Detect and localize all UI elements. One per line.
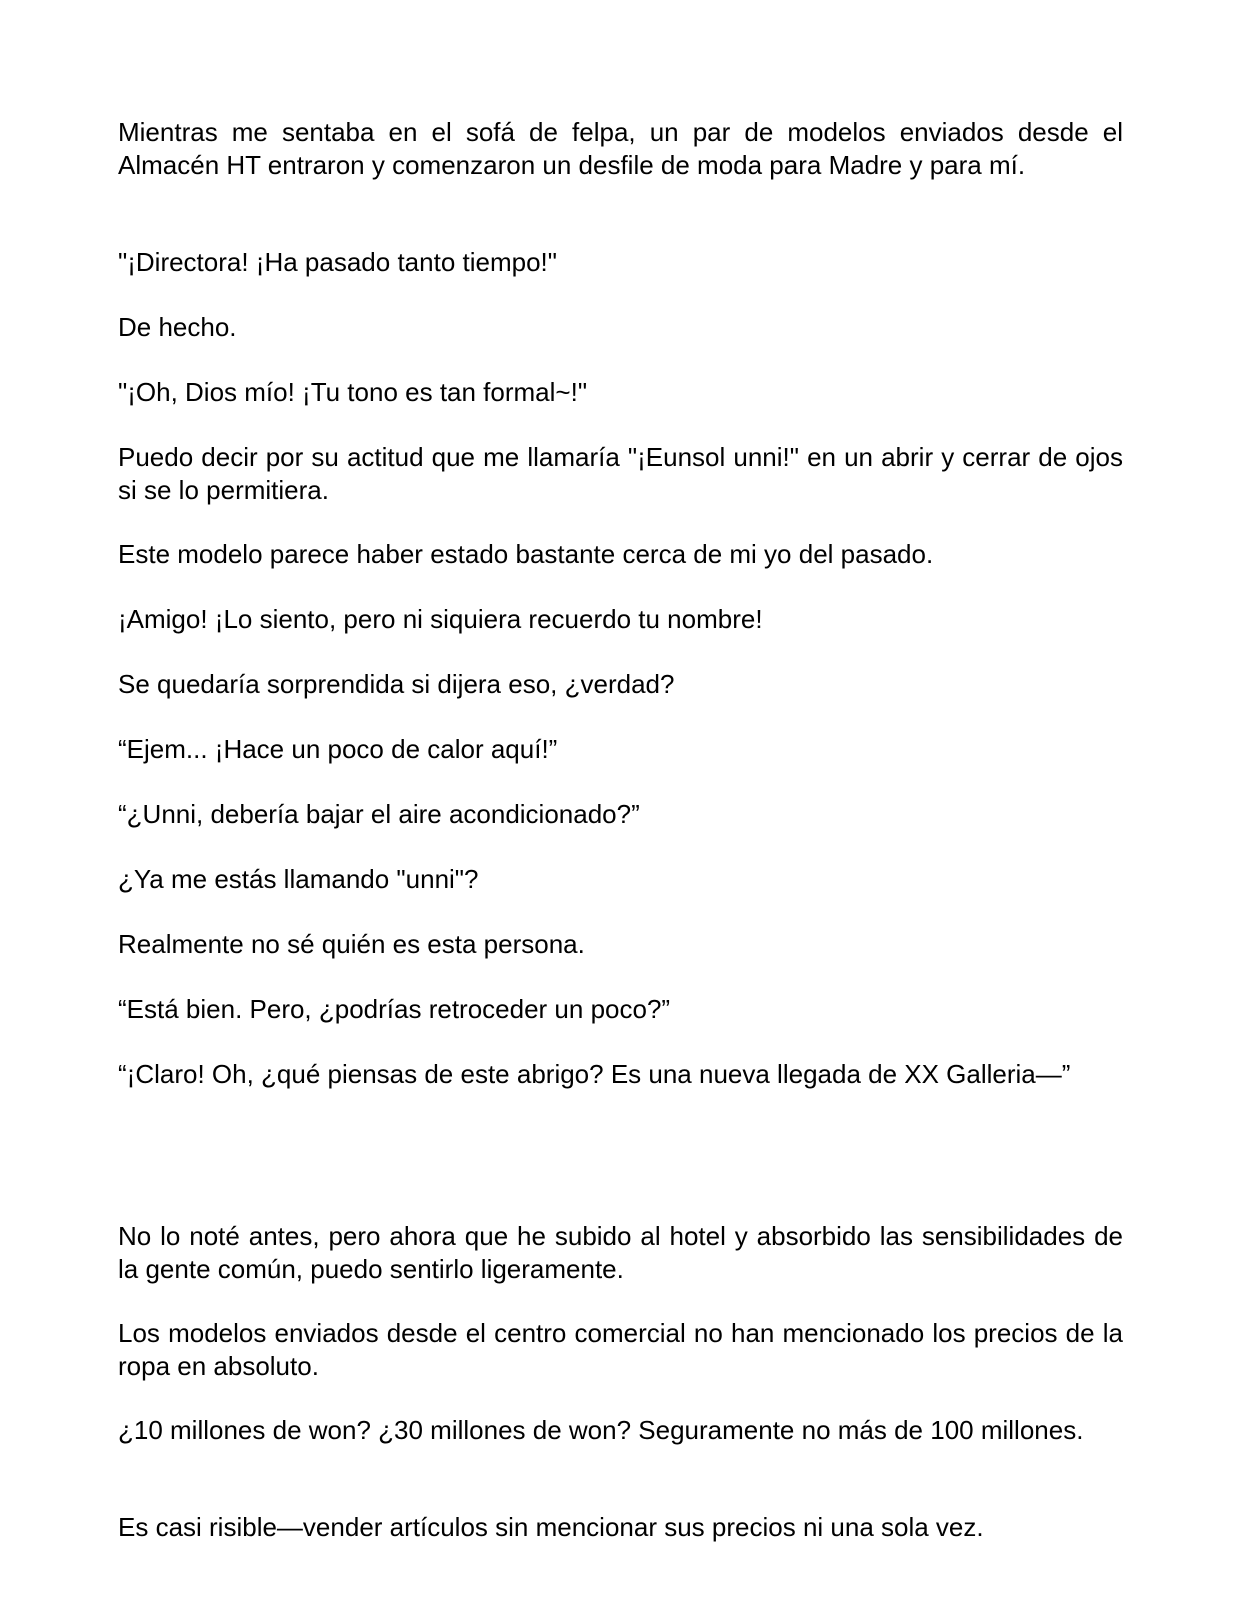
paragraph-9: “Ejem... ¡Hace un poco de calor aquí!” — [118, 734, 558, 764]
paragraph-4: "¡Oh, Dios mío! ¡Tu tono es tan formal~!" — [118, 377, 588, 407]
paragraph-3: De hecho. — [118, 312, 237, 342]
paragraph-1: Mientras me sentaba en el sofá de felpa, un par de modelos enviados desde el Almacén HT entraron y comenzaron un desfile de moda para Madre y para mí. — [118, 117, 1123, 180]
paragraph-10: “¿Unni, debería bajar el aire acondicionado?” — [118, 799, 640, 829]
paragraph-16: Los modelos enviados desde el centro comercial no han mencionado los precios de la ropa en absoluto. — [118, 1318, 1123, 1381]
paragraph-5: Puedo decir por su actitud que me llamaría "¡Eunsol unni!" en un abrir y cerrar de ojos si se lo permitiera. — [118, 442, 1123, 505]
paragraph-18: Es casi risible—vender artículos sin mencionar sus precios ni una sola vez. — [118, 1512, 984, 1542]
paragraph-11: ¿Ya me estás llamando "unni"? — [118, 864, 479, 894]
paragraph-12: Realmente no sé quién es esta persona. — [118, 929, 585, 959]
paragraph-15: No lo noté antes, pero ahora que he subido al hotel y absorbido las sensibilidades de la gente común, puedo sentirlo ligeramente. — [118, 1221, 1123, 1284]
paragraph-6: Este modelo parece haber estado bastante cerca de mi yo del pasado. — [118, 539, 934, 569]
paragraph-14: “¡Claro! Oh, ¿qué piensas de este abrigo? Es una nueva llegada de XX Galleria—” — [118, 1059, 1071, 1089]
paragraph-2: "¡Directora! ¡Ha pasado tanto tiempo!" — [118, 247, 557, 277]
paragraph-13: “Está bien. Pero, ¿podrías retroceder un poco?” — [118, 994, 671, 1024]
paragraph-7: ¡Amigo! ¡Lo siento, pero ni siquiera recuerdo tu nombre! — [118, 604, 763, 634]
paragraph-8: Se quedaría sorprendida si dijera eso, ¿verdad? — [118, 669, 675, 699]
paragraph-17: ¿10 millones de won? ¿30 millones de won? Seguramente no más de 100 millones. — [118, 1415, 1084, 1445]
